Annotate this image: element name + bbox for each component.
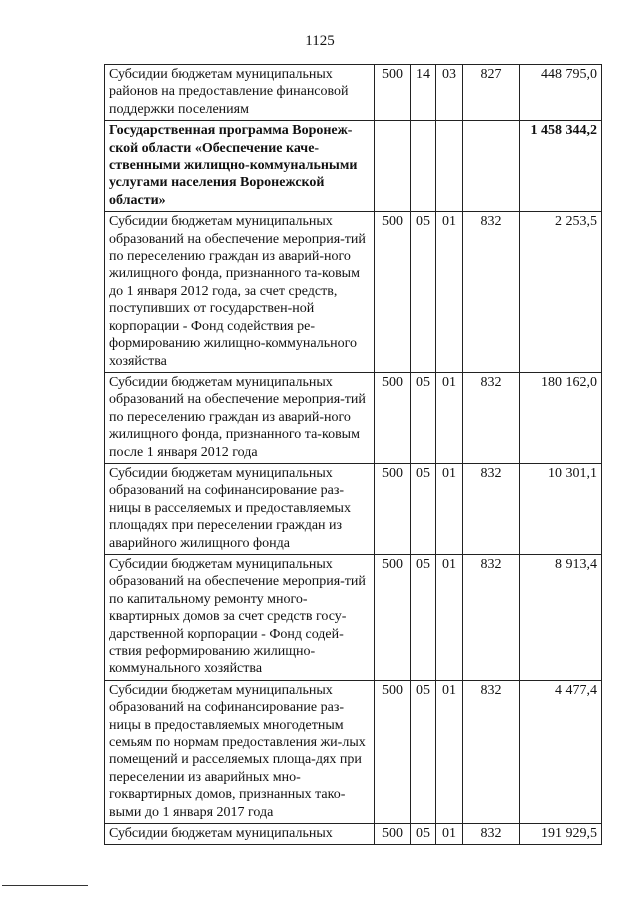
table-row (105, 372, 602, 463)
row-code-d: 827 (463, 65, 520, 121)
footnote-divider (2, 885, 88, 886)
row-code-b: 05 (411, 680, 436, 823)
row-code-d: 832 (463, 212, 520, 373)
table-row (105, 824, 602, 845)
row-code-a: 500 (375, 65, 411, 121)
row-code-d: 832 (463, 554, 520, 680)
row-code-a (375, 121, 411, 212)
row-sum: 180 162,0 (520, 372, 602, 463)
row-sum: 4 477,4 (520, 680, 602, 823)
row-code-d: 832 (463, 372, 520, 463)
row-code-c: 01 (436, 463, 463, 554)
row-code-a: 500 (375, 824, 411, 845)
row-name: Субсидии бюджетам муниципальных (105, 824, 375, 845)
row-code-c: 01 (436, 824, 463, 845)
row-code-d: 832 (463, 824, 520, 845)
row-code-a: 500 (375, 463, 411, 554)
row-code-c (436, 121, 463, 212)
row-code-c: 01 (436, 554, 463, 680)
row-name: Субсидии бюджетам муниципальных районов на предоставление финансовой поддержки поселениям (105, 65, 375, 121)
table-row (105, 463, 602, 554)
row-code-c: 01 (436, 212, 463, 373)
row-name: Субсидии бюджетам муниципальных образований на обеспечение мероприя-тий по переселению граждан из аварий-ного жилищного фонда, признанного та-ковым после 1 января 2012 года (105, 372, 375, 463)
row-code-b: 05 (411, 372, 436, 463)
row-name: Субсидии бюджетам муниципальных образований на софинансирование раз-ницы в расселяемых и предоставляемых площадях при переселении граждан из аварийного жилищного фонда (105, 463, 375, 554)
table-row (105, 212, 602, 373)
row-code-b (411, 121, 436, 212)
row-code-d: 832 (463, 680, 520, 823)
row-name: Государственная программа Воронеж-ской области «Обеспечение каче-ственными жилищно-коммунальными услугами населения Воронежской области» (105, 121, 375, 212)
row-code-c: 01 (436, 372, 463, 463)
budget-table (104, 64, 602, 845)
row-code-a: 500 (375, 212, 411, 373)
row-code-b: 05 (411, 463, 436, 554)
row-sum: 191 929,5 (520, 824, 602, 845)
row-sum: 2 253,5 (520, 212, 602, 373)
row-code-d: 832 (463, 463, 520, 554)
row-code-b: 14 (411, 65, 436, 121)
row-name: Субсидии бюджетам муниципальных образований на обеспечение мероприя-тий по переселению граждан из аварий-ного жилищного фонда, признанного та-ковым до 1 января 2012 года, за счет средств, поступивших от государствен-ной корпорации - Фонд содействия ре-формированию жилищно-коммунального хозяйства (105, 212, 375, 373)
page-number: 1125 (305, 33, 335, 49)
row-code-b: 05 (411, 824, 436, 845)
row-name: Субсидии бюджетам муниципальных образований на софинансирование раз-ницы в предоставляемых многодетным семьям по нормам предоставления жи-лых помещений и расселяемых площа-дях при переселении из аварийных мно-гоквартирных домов, признанных тако-выми до 1 января 2017 года (105, 680, 375, 823)
table-row (105, 65, 602, 121)
row-sum: 8 913,4 (520, 554, 602, 680)
row-code-a: 500 (375, 680, 411, 823)
table-row (105, 680, 602, 823)
row-code-d (463, 121, 520, 212)
row-sum: 1 458 344,2 (520, 121, 602, 212)
row-sum: 448 795,0 (520, 65, 602, 121)
table-row (105, 554, 602, 680)
row-code-a: 500 (375, 554, 411, 680)
row-code-a: 500 (375, 372, 411, 463)
row-code-c: 03 (436, 65, 463, 121)
row-code-b: 05 (411, 554, 436, 680)
row-sum: 10 301,1 (520, 463, 602, 554)
row-code-b: 05 (411, 212, 436, 373)
row-code-c: 01 (436, 680, 463, 823)
budget-table-body (105, 65, 602, 845)
row-name: Субсидии бюджетам муниципальных образований на обеспечение мероприя-тий по капитальному ремонту много-квартирных домов за счет средств госу-дарственной корпорации - Фонд содей-ствия реформированию жилищно-коммунального хозяйства (105, 554, 375, 680)
table-row-program (105, 121, 602, 212)
